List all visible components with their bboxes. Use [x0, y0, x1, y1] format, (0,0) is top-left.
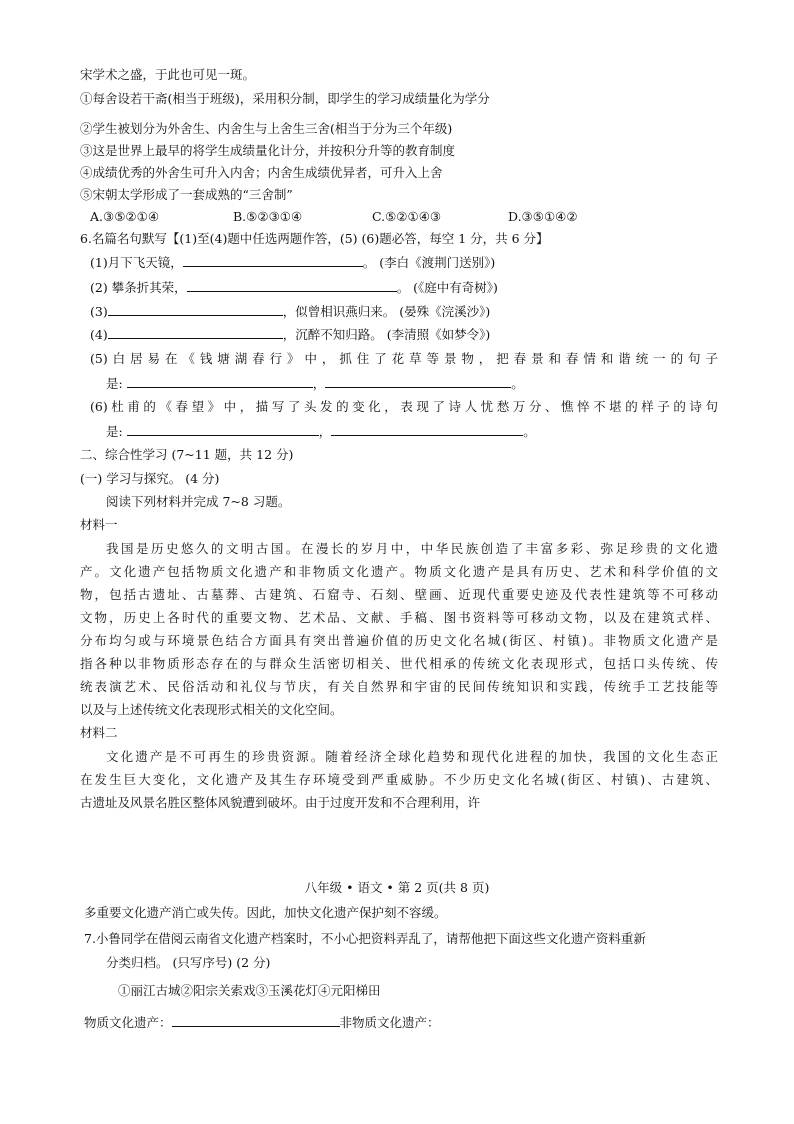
question-6-title: 6.名篇名句默写【(1)至(4)题中任选两题作答，(5) (6)题必答，每空 1 分，共 6 分】	[80, 231, 549, 246]
heritage-items: ①丽江古城②阳宗关索戏③玉溪花灯④元阳梯田	[118, 983, 381, 998]
page-footer: 八年级 • 语文 • 第 2 页(共 8 页)	[304, 880, 490, 895]
question-6-1	[90, 253, 495, 272]
material-1-line: 分布均匀或与环境景色结合方面具有突出普遍价值的历史文化名城(街区、村镇)。非物质文化遗产是	[80, 633, 718, 648]
answer-blank[interactable]	[331, 422, 523, 436]
answer-blank[interactable]	[325, 374, 511, 388]
material-1-line: 统表演艺术、民俗活动和礼仪与节庆，有关自然界和宇宙的民间传统知识和实践，传统手工艺技能等	[80, 679, 718, 694]
answer-end: 。	[511, 376, 524, 391]
answer-blank[interactable]	[127, 422, 319, 436]
section-2-title: 二、综合性学习 (7~11 题，共 12 分)	[80, 447, 294, 462]
classification-answer	[84, 1013, 440, 1032]
question-7-line-1: 7.小鲁同学在借阅云南省文化遗产档案时，不小心把资料弄乱了，请帮他把下面这些文化遗产资料重新	[84, 931, 646, 946]
question-6-1-prefix: (1)月下飞天镜，	[90, 255, 183, 270]
nonmaterial-heritage-label: 非物质文化遗产：	[339, 1015, 440, 1030]
material-1-line: 指各种以非物质形态存在的与群众生活密切相关、世代相承的传统文化表现形式，包括口头传统、传	[80, 656, 718, 671]
answer-blank[interactable]	[108, 325, 283, 339]
material-heritage-label: 物质文化遗产：	[84, 1015, 172, 1030]
answer-blank[interactable]	[183, 253, 363, 267]
question-6-1-suffix: 。 (李白《渡荆门送别》)	[362, 255, 496, 270]
option-b: B.⑤②③①④	[233, 209, 303, 224]
answer-blank[interactable]	[127, 374, 313, 388]
answer-lead: 是:	[106, 424, 123, 439]
question-6-2	[90, 278, 498, 297]
answer-blank[interactable]	[108, 302, 283, 316]
material-1-title: 材料一	[80, 517, 118, 532]
question-6-3-suffix: ，似曾相识燕归来。 (晏殊《浣溪沙》)	[282, 304, 491, 319]
question-6-6-answer	[106, 422, 536, 441]
material-2-line: 文化遗产是不可再生的珍贵资源。随着经济全球化趋势和现代化进程的加快，我国的文化生态正	[106, 749, 718, 764]
material-1-line: 产。文化遗产包括物质文化遗产和非物质文化遗产。物质文化遗产是具有历史、艺术和科学价值的文	[80, 564, 718, 579]
continued-text: 多重要文化遗产消亡或失传。因此，加快文化遗产保护刻不容缓。	[84, 905, 447, 920]
material-1-line: 文物，历史上各时代的重要文物、艺术品、文献、手稿、图书资料等可移动文物，以及在建筑式样、	[80, 610, 718, 625]
question-6-4	[90, 325, 490, 344]
question-7-line-2: 分类归档。 (只写序号) (2 分)	[106, 955, 271, 970]
question-6-4-suffix: ，沉醉不知归路。 (李清照《如梦令》)	[282, 327, 491, 342]
sentence-2: ②学生被划分为外舍生、内舍生与上舍生三舍(相当于分为三个年级)	[80, 121, 453, 136]
material-1-line: 我国是历史悠久的文明古国。在漫长的岁月中，中华民族创造了丰富多彩、弥足珍贵的文化遗	[106, 541, 718, 556]
sentence-5: ⑤宋朝太学形成了一套成熟的“三舍制”	[80, 187, 293, 202]
material-2-title: 材料二	[80, 725, 118, 740]
option-a: A.③⑤②①④	[90, 209, 160, 224]
option-d: D.③⑤①④②	[508, 209, 578, 224]
material-2-line: 在发生巨大变化，文化遗产及其生存环境受到严重威胁。不少历史文化名城(街区、村镇)、古建筑、	[80, 772, 718, 787]
material-1-line: 物，包括古遗址、古墓葬、古建筑、石窟寺、石刻、壁画、近现代重要史迹及代表性建筑等不可移动	[80, 587, 718, 602]
sentence-4: ④成绩优秀的外舍生可升入内舍；内舍生成绩优异者，可升入上舍	[80, 165, 443, 180]
sentence-1: ①每舍设若干斋(相当于班级)，采用积分制，即学生的学习成绩量化为学分	[80, 91, 490, 106]
question-6-2-suffix: 。 (《庭中有奇树》)	[396, 280, 498, 295]
answer-separator: ，	[318, 424, 332, 439]
subsection-title: (一) 学习与探究。 (4 分)	[80, 471, 220, 486]
material-1-line: 以及与上述传统文化表现形式相关的文化空间。	[80, 702, 343, 717]
question-6-3-prefix: (3)	[90, 304, 108, 319]
answer-blank[interactable]	[187, 278, 397, 292]
question-6-5: (5)白居易在《钱塘湖春行》中，抓住了花草等景物，把春景和春情和谐统一的句子	[90, 351, 718, 366]
answer-lead: 是:	[106, 376, 123, 391]
question-6-4-prefix: (4)	[90, 327, 108, 342]
question-6-2-prefix: (2) 攀条折其荣，	[90, 280, 187, 295]
option-c: C.⑤②①④③	[372, 209, 442, 224]
answer-end: 。	[523, 424, 536, 439]
material-2-line: 古遗址及风景名胜区整体风貌遭到破坏。由于过度开发和不合理利用，许	[80, 795, 481, 810]
text-line: 宋学术之盛，于此也可见一斑。	[80, 67, 256, 82]
answer-separator: ，	[312, 376, 326, 391]
question-6-5-answer	[106, 374, 524, 393]
question-6-3	[90, 302, 490, 321]
material-heritage-blank[interactable]	[172, 1013, 340, 1027]
sentence-3: ③这是世界上最早的将学生成绩量化计分，并按积分升等的教育制度	[80, 143, 456, 158]
question-6-6: (6)杜甫的《春望》中，描写了头发的变化，表现了诗人忧愁万分、憔悴不堪的样子的诗句	[90, 399, 718, 414]
reading-instruction: 阅读下列材料并完成 7~8 习题。	[106, 494, 291, 509]
